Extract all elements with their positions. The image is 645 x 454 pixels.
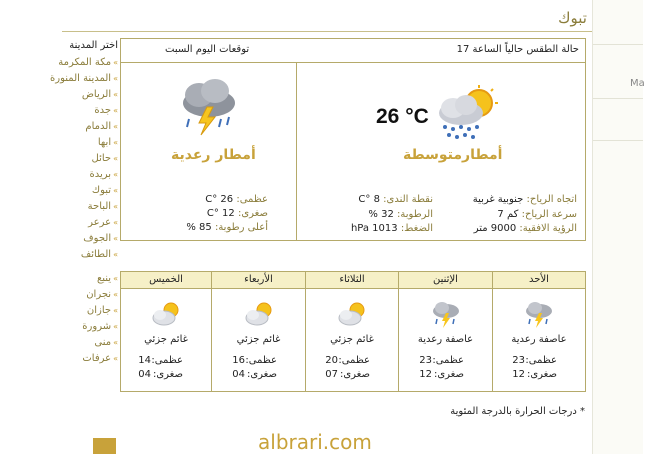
forecast-min-label: صغرى: [152,369,183,380]
wind-speed [497,209,577,220]
dew-point-label: نقطة الندى: [383,194,433,205]
city-link[interactable] [52,319,118,335]
today-humidity [148,222,268,233]
forecast-max-label: عظمى: [525,355,557,366]
visibility [474,223,577,234]
bullet-icon: » [113,274,118,283]
city-link-label: بريدة [89,169,112,180]
bullet-icon: » [113,338,118,347]
wind-speed-value: كم 7 [497,209,519,220]
bullet-icon: » [113,234,118,243]
forecast-min-value: 07 [325,369,338,380]
bullet-icon: » [113,138,118,147]
current-temperature: 26 °C [376,105,429,128]
city-link-label: الطائف [80,249,112,260]
today-forecast-label: توقعات اليوم السبت [165,44,250,55]
forecast-max-value: 16 [232,355,245,366]
city-link[interactable] [52,87,118,103]
forecast-day [305,272,398,391]
city-link-label: ينبع [96,273,112,284]
forecast-min-value: 04 [232,369,245,380]
today-min-label: صغرى: [237,208,268,219]
bullet-icon: » [113,250,118,259]
today-min-value: 12 °C [206,208,235,219]
city-link[interactable] [52,167,118,183]
pressure [351,223,433,234]
city-sidebar [52,39,118,367]
city-link-label: نجران [86,289,112,300]
dew-point [358,194,433,205]
forecast-max-value: 20 [325,355,338,366]
city-link-label: الرياض [81,89,112,100]
bullet-icon: » [113,106,118,115]
forecast-day [121,272,211,391]
forecast-condition: عاصفة رعدية [417,334,474,345]
forecast-min-label: صغرى: [246,369,277,380]
forecast-min-label: صغرى: [433,369,464,380]
forecast-min-label: صغرى: [526,369,557,380]
bullet-icon: » [113,322,118,331]
city-link[interactable] [52,303,118,319]
bullet-icon: » [113,122,118,131]
bullet-icon: » [113,202,118,211]
city-link[interactable] [52,215,118,231]
forecast-condition: عاصفة رعدية [511,334,567,345]
forecast-max-value: 23 [512,355,525,366]
right-rail [592,0,643,454]
panel-divider [296,63,297,241]
city-link-label: منى [94,337,112,348]
city-link-label: عرفات [82,353,112,364]
humidity [368,209,433,220]
forecast-min-value: 12 [512,369,525,380]
rail-divider [593,98,643,99]
units-note: * درجات الحرارة بالدرجة المئوية [450,406,585,417]
rail-text: Ma [630,78,645,89]
city-link-label: جازان [86,305,112,316]
forecast-day-name: الأربعاء [212,272,305,289]
city-list [52,55,118,367]
pressure-value: 1013 hPa [350,223,398,234]
city-link[interactable] [52,55,118,71]
today-max-label: عظمى: [236,194,268,205]
wind-direction-label: اتجاه الرياح: [526,194,577,205]
partly-cloudy-icon [151,299,181,329]
page-title: تبوك [558,9,587,27]
bullet-icon: » [113,58,118,67]
bullet-icon: » [113,290,118,299]
current-condition: أمطارمتوسطة [403,147,503,163]
city-link[interactable] [52,199,118,215]
forecast-min-label: صغرى: [339,369,370,380]
current-weather-panel [120,38,586,241]
city-link-label: الجوف [83,233,112,244]
forecast-day-name: الخميس [121,272,211,289]
rail-divider [593,140,643,141]
today-max [148,194,268,205]
rail-divider [593,44,643,45]
city-link[interactable] [52,103,118,119]
city-link[interactable] [52,71,118,87]
city-link[interactable] [52,335,118,351]
wind-speed-label: سرعة الرياح: [521,209,577,220]
city-link[interactable] [52,151,118,167]
forecast-max-value: 14 [138,355,151,366]
city-link[interactable] [52,231,118,247]
forecast-min-value: 12 [419,369,432,380]
visibility-value: 9000 متر [473,223,517,234]
city-link-label: شرورة [82,321,112,332]
bullet-icon: » [113,74,118,83]
thunderstorm-icon [524,299,554,329]
bullet-icon: » [113,186,118,195]
city-link-label: الباحة [87,201,112,212]
city-link[interactable] [52,351,118,367]
today-humidity-value: 85 % [186,222,212,233]
wind-direction [473,194,577,205]
city-link-label: عرعر [88,217,112,228]
forecast-max-label: عظمى: [432,355,464,366]
wind-direction-value: جنوبية غربية [472,194,524,205]
bullet-icon: » [113,306,118,315]
forecast-day-name: الإثنين [399,272,492,289]
dew-point-value: 8 °C [358,194,380,205]
city-link[interactable] [52,271,118,287]
site-brand: albrari.com [258,430,372,454]
thunderstorm-icon [177,77,241,137]
city-link[interactable] [52,119,118,135]
bullet-icon: » [113,170,118,179]
forecast-max-label: عظمى: [245,355,277,366]
city-link-label: ابها [97,137,112,148]
sidebar-heading: اختر المدينة [69,40,118,51]
today-min [148,208,268,219]
forecast-min-value: 04 [138,369,151,380]
bullet-icon: » [113,90,118,99]
forecast-day [492,272,585,391]
today-max-value: 26 °C [205,194,234,205]
city-link-label: تبوك [91,185,112,196]
city-link[interactable] [52,287,118,303]
city-link-label: الدمام [85,121,112,132]
forecast-max-label: عظمى: [338,355,370,366]
city-link[interactable] [52,183,118,199]
forecast-day [398,272,492,391]
forecast-day-name: الثلاثاء [306,272,398,289]
rain-sun-icon [433,83,499,143]
visibility-label: الرؤية الافقية: [519,223,577,234]
forecast-condition: غائم جزئي [330,334,374,345]
thunderstorm-icon [431,299,461,329]
footer-accent [93,438,116,454]
city-link[interactable] [52,135,118,151]
today-humidity-label: أعلى رطوبة: [214,222,268,233]
humidity-value: 32 % [368,209,394,220]
partly-cloudy-icon [337,299,367,329]
bullet-icon: » [113,154,118,163]
city-link-label: جدة [94,105,112,116]
forecast-max-value: 23 [419,355,432,366]
humidity-label: الرطوبة: [397,209,433,220]
bullet-icon: » [113,354,118,363]
city-link-label: المدينة المنورة [50,73,112,84]
forecast-day [211,272,305,391]
pressure-label: الضغط: [400,223,433,234]
forecast-max-label: عظمى: [151,355,183,366]
city-link-label: مكة المكرمة [58,57,112,68]
bullet-icon: » [113,218,118,227]
forecast-condition: غائم جزئي [236,334,281,345]
city-link[interactable] [52,247,118,263]
current-time-label: حالة الطقس حالياً الساعة 17 [456,44,579,55]
city-link-label: حائل [91,153,112,164]
current-weather-header [121,39,585,63]
five-day-forecast [120,271,586,392]
title-rule [62,31,592,32]
forecast-condition: غائم جزئي [144,334,188,345]
partly-cloudy-icon [244,299,274,329]
forecast-day-name: الأحد [493,272,585,289]
today-condition: أمطار رعدية [171,147,256,163]
